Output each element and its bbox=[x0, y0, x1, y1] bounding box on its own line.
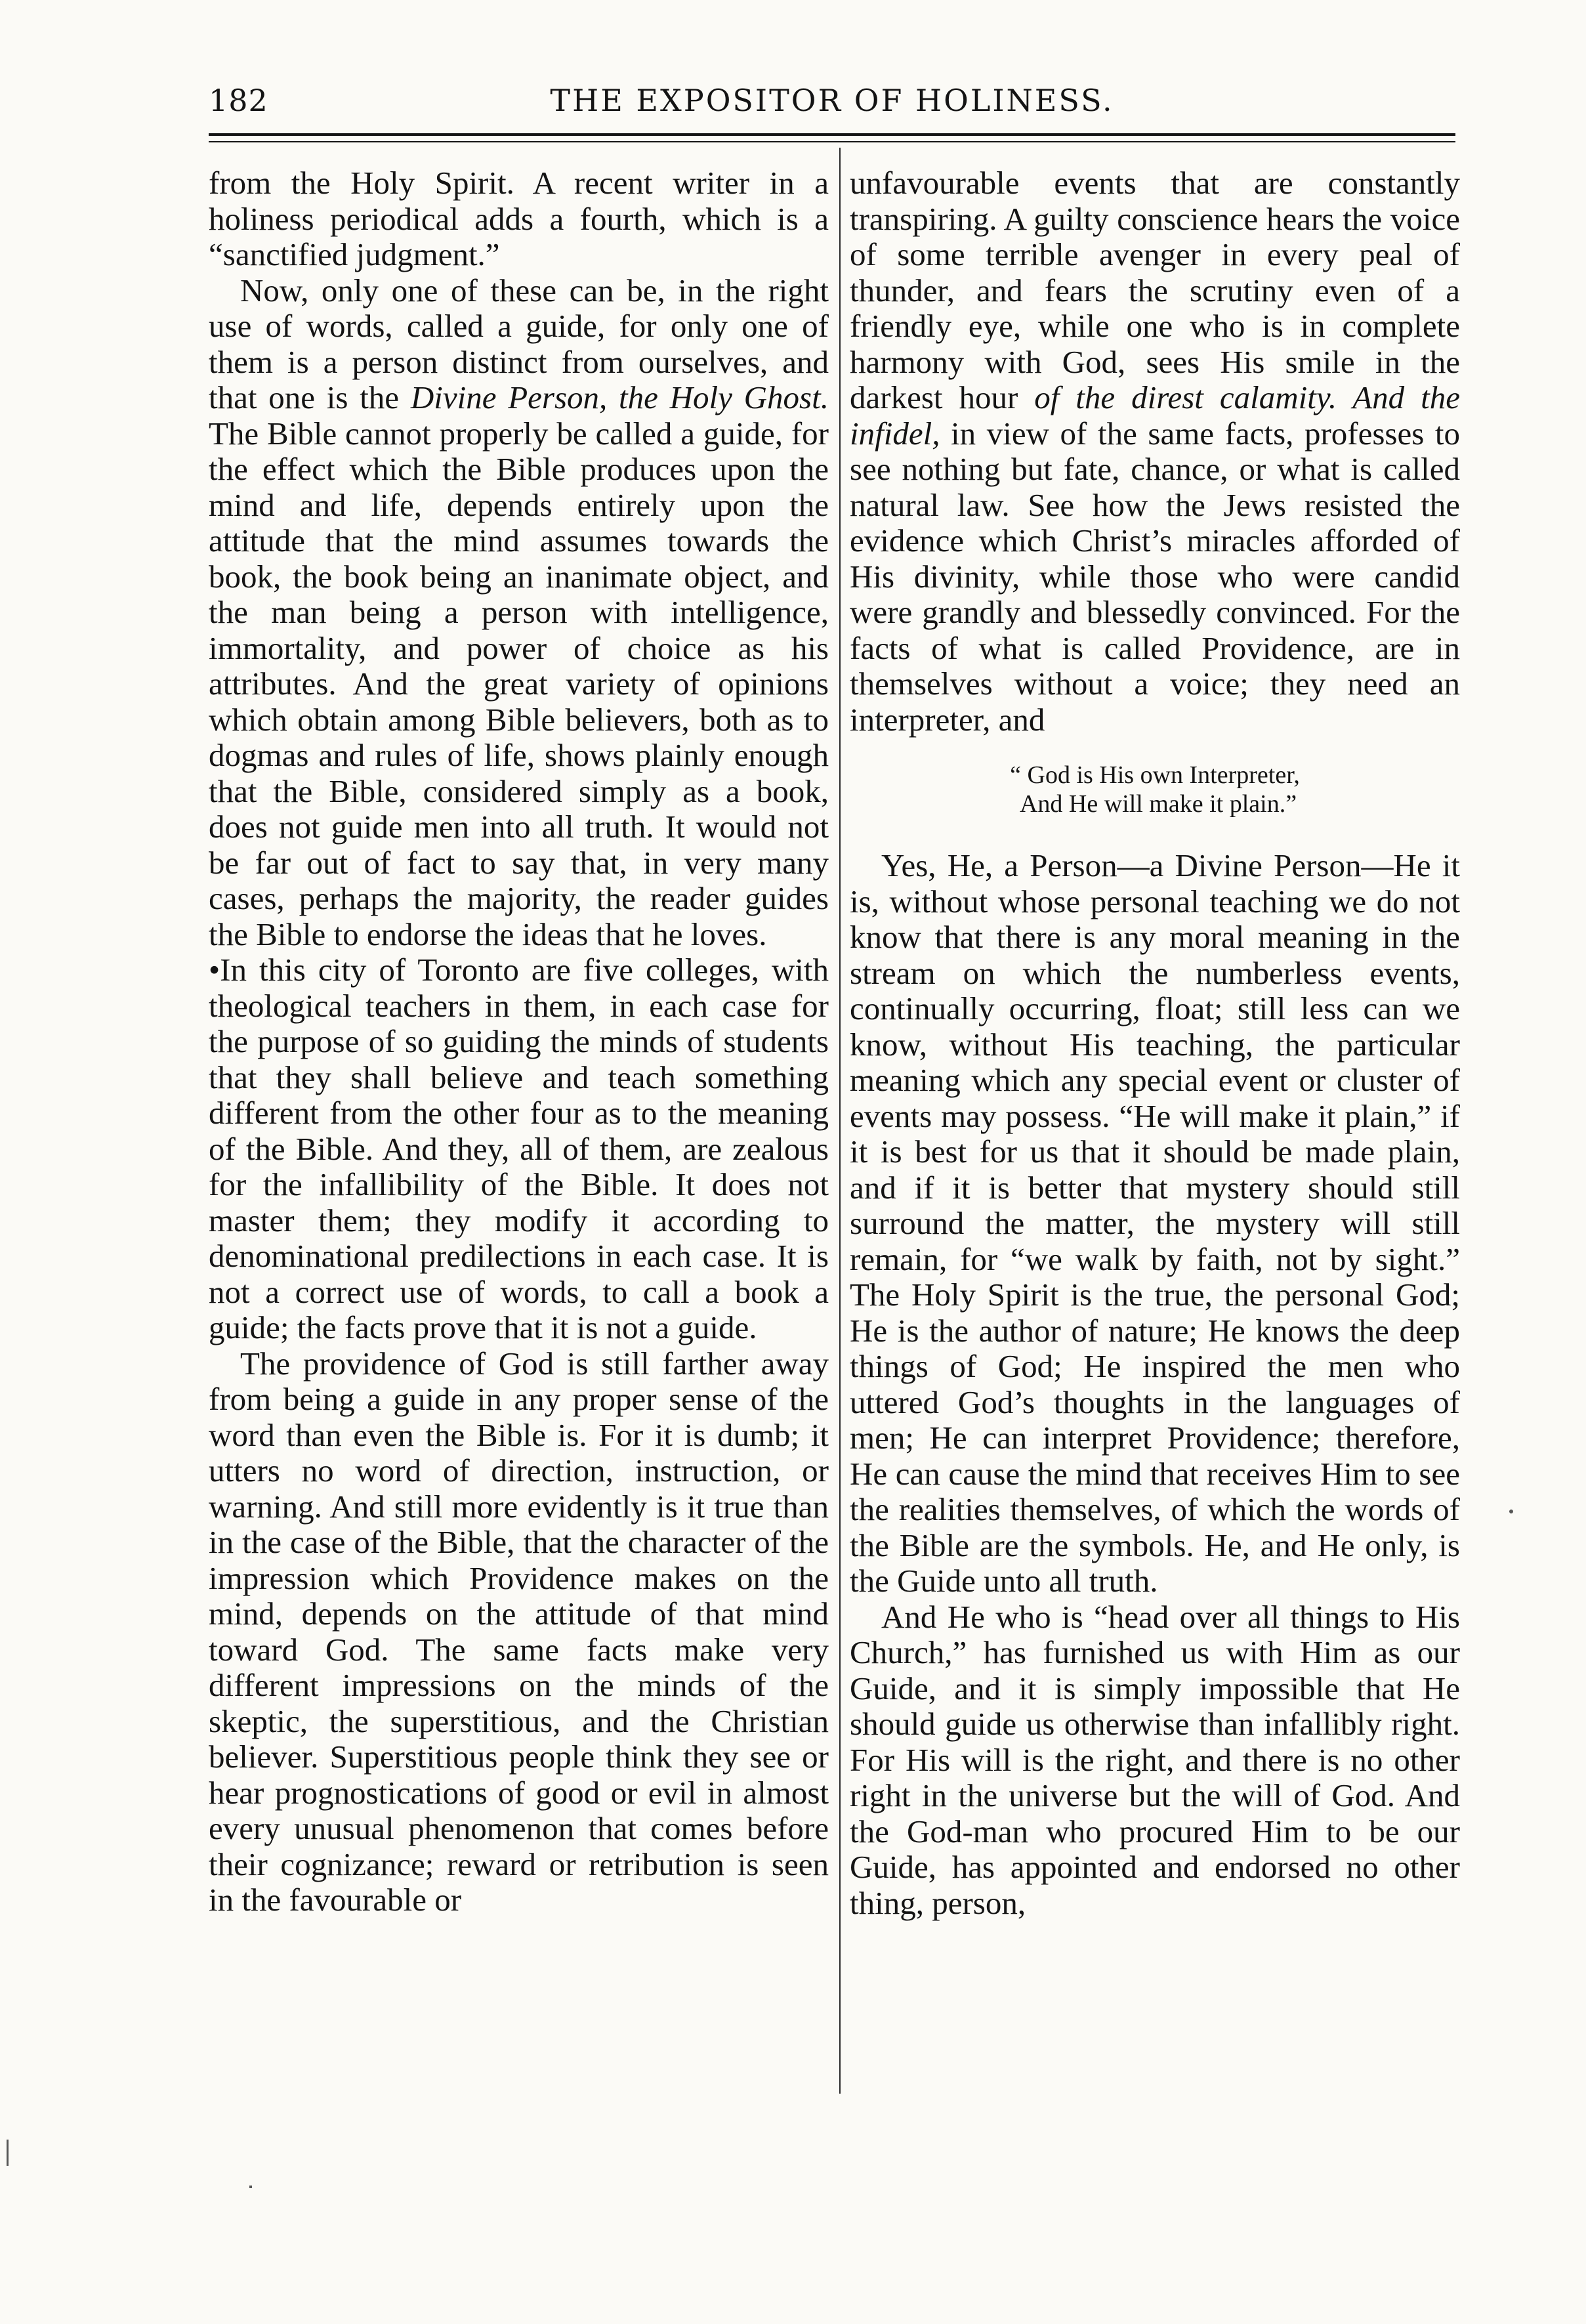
paragraph bbox=[850, 165, 1460, 738]
paragraph: from the Holy Spirit. A recent writer in a holiness periodical adds a fourth, which is a “sanctified judgment.” bbox=[209, 165, 829, 272]
paragraph-text: The Bible cannot properly be called a guide, for the effect which the Bible produces upon the mind and life, depends entirely upon the attitude that the mind assumes towards the book, the book being an inanimate object, and the man being a person with intelligence, immortality, and power of choice as his attributes. And the great variety of opinions which obtain among Bible believers, both as to dogmas and rules of life, shows plainly enough that the Bible, considered simply as a book, does not guide men into all truth. It would not be far out of fact to say that, in very many cases, perhaps the majority, the reader guides the Bible to endorse the ideas that he loves. bbox=[209, 415, 829, 952]
margin-speck bbox=[7, 2140, 9, 2166]
paragraph-text: in view of the same facts, professes to see nothing but fate, chance, or what is called natural law. See how the Jews resisted the evidence which Christ’s miracles afforded of His divinity, while those who were candid were grandly and blessedly convinced. For the facts of what is called Providence, are in themselves without a voice; they need an interpreter, and bbox=[850, 415, 1460, 738]
emphasis-text: Divine Person, the Holy Ghost. bbox=[410, 379, 829, 415]
right-column bbox=[850, 165, 1460, 2092]
paragraph bbox=[209, 273, 829, 953]
paragraph-text: unfavourable events that are constantly transpiring. A guilty conscience hears the voice of some terrible avenger in every peal of thunder, and fears the scrutiny even of a friendly eye, while one who is in complete harmony with God, sees His smile in the darkest hour bbox=[850, 165, 1460, 415]
verse-line: “ God is His own Interpreter, bbox=[1010, 761, 1300, 789]
paragraph: Yes, He, a Person—a Divine Person—He it is, without whose personal teaching we do not know that there is any moral meaning in the stream on which the numberless events, continually occurring, float; still less can we know, without His teaching, the particular meaning which any special event or cluster of events may possess. “He will make it plain,” if it is best for us that it should be made plain, and if it is better that mystery should still surround the matter, the mystery will still remain, for “we walk by faith, not by sight.” The Holy Spirit is the true, the personal God; He is the author of nature; He knows the deep things of God; He inspired the men who uttered God’s thoughts in the languages of men; He can interpret Providence; therefore, He can cause the mind that receives Him to see the realities themselves, of which the words of the Bible are the symbols. He, and He only, is the Guide unto all truth. bbox=[850, 847, 1460, 1599]
paragraph: And He who is “head over all things to His Church,” has furnished us with Him as our Guide, and it is simply impossible that He should guide us otherwise than infallibly right. For His will is the right, and there is no other right in the universe but the will of God. And the God-man who procured Him to be our Guide, has appointed and endorsed no other thing, person, bbox=[850, 1598, 1460, 1921]
margin-speck bbox=[249, 2186, 252, 2188]
left-column bbox=[209, 165, 829, 2092]
verse-line: And He will make it plain.” bbox=[1019, 790, 1297, 818]
verse-quote bbox=[850, 761, 1460, 818]
header-rule-thin bbox=[209, 141, 1455, 142]
margin-speck bbox=[1509, 1510, 1513, 1513]
paragraph: The providence of God is still farther away from being a guide in any proper sense of the word than even the Bible is. For it is dumb; it utters no word of direction, instruction, or warning. And still more evidently is it true than in the case of the Bible, that the character of the impression which Providence makes on the mind, depends on the attitude of that mind toward God. The same facts make very different impressions on the minds of the skeptic, the superstitious, and the Christian believer. Superstitious people think they see or hear prognostications of good or evil in almost every unusual phenomenon that comes before their cognizance; reward or retribution is seen in the favourable or bbox=[209, 1345, 829, 1918]
running-title: THE EXPOSITOR OF HOLINESS. bbox=[550, 83, 1114, 118]
paragraph: •In this city of Toronto are five colleges, with theological teachers in them, in each case for the purpose of so guiding the minds of students that they shall believe and teach something different from the other four as to the meaning of the Bible. And they, all of them, are zealous for the infallibility of the Bible. It does not master them; they modify it according to denominational predilections in each case. It is not a correct use of words, to call a book a guide; the facts prove that it is not a guide. bbox=[209, 952, 829, 1345]
column-divider bbox=[839, 148, 841, 2094]
page-number: 182 bbox=[209, 83, 268, 118]
page-header bbox=[209, 77, 1455, 130]
emphasis-text: of the direst calamity. And the infidel, bbox=[850, 379, 1460, 452]
header-rule-thick bbox=[209, 133, 1455, 136]
paragraph-text: Now, only one of these can be, in the right use of words, called a guide, for only one of them is a person distinct from ourselves, and that one is the bbox=[209, 272, 829, 415]
